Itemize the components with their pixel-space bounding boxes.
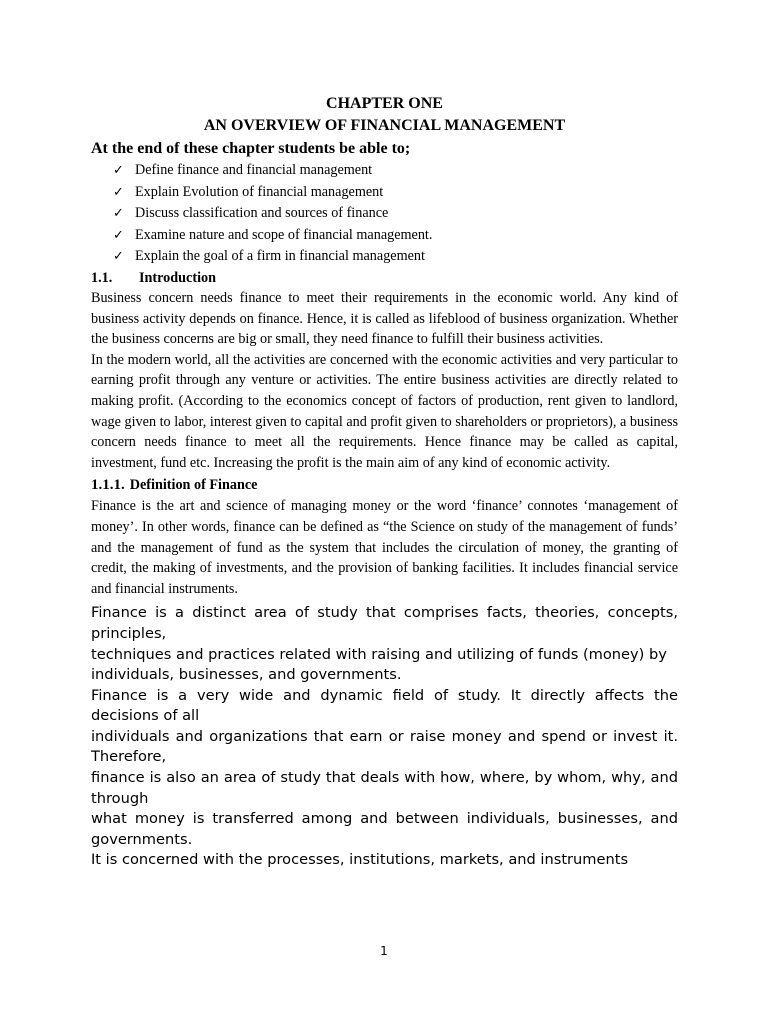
section-heading-introduction (91, 268, 678, 289)
objective-item (113, 225, 678, 247)
definition-paragraph: Finance is the art and science of managing money or the word ‘finance’ connotes ‘management of money’. In other words, finance can be defined as “the Science on study of the management of funds’ and the management of fund as the system that includes the circulation of money, the granting of credit, the making of investments, and the provision of banking facilities. It includes financial service and financial instruments. (91, 498, 678, 597)
objective-text: Explain Evolution of financial management (135, 183, 384, 200)
objective-item (113, 246, 678, 268)
description-line: Finance is a very wide and dynamic field of study. It directly affects the decisions of all (91, 686, 678, 725)
description-line: individuals, businesses, and governments. (91, 666, 402, 684)
section-title: Introduction (139, 269, 216, 286)
check-mark-icon: ✓ (113, 206, 124, 221)
subsection-title: Definition of Finance (129, 477, 258, 494)
check-mark-icon: ✓ (113, 227, 124, 243)
description-line: techniques and practices related with raising and utilizing of funds (money) by (91, 645, 667, 663)
check-mark-icon: ✓ (113, 163, 124, 178)
chapter-subtitle: AN OVERVIEW OF FINANCIAL MANAGEMENT (203, 117, 566, 134)
description-line: finance is also an area of study that deals with how, where, by whom, why, and through (91, 769, 678, 807)
description-line: It is concerned with the processes, institutions, markets, and instruments (91, 851, 629, 869)
objectives-heading: At the end of these chapter students be able to; (91, 140, 411, 157)
page-content (91, 93, 678, 871)
objective-item (113, 182, 678, 204)
objective-text: Discuss classification and sources of finance (135, 205, 389, 221)
subsection-number: 1.1.1. (91, 477, 125, 494)
intro-paragraph: Business concern needs finance to meet their requirements in the economic world. Any kind of business activity depends on finance. Hence, it is called as lifeblood of business organization. Whether the business concerns are big or small, they need finance to fulfill their business activities. (91, 290, 678, 348)
section-number: 1.1. (91, 269, 113, 286)
objective-item (113, 203, 678, 225)
objective-text: Examine nature and scope of financial management. (135, 226, 433, 243)
description-line: Finance is a distinct area of study that comprises facts, theories, concepts, principles, (91, 604, 678, 642)
description-line: what money is transferred among and between individuals, businesses, and governments. (91, 810, 678, 848)
intro-paragraph: In the modern world, all the activities are concerned with the economic activities and very particular to earning profit through any venture or activities. The entire business activities are directly related to making profit. (According to the economics concept of factors of production, rent given to landlord, wage given to labor, interest given to capital and profit given to shareholders or proprietors), a business concern needs finance to meet all the requirements. Hence finance may be called as capital, investment, fund etc. Increasing the profit is the main aim of any kind of economic activity. (91, 351, 678, 471)
check-mark-icon: ✓ (113, 249, 124, 264)
finance-description-block (91, 603, 678, 871)
chapter-title: CHAPTER ONE (326, 95, 443, 112)
description-line: individuals and organizations that earn or raise money and spend or invest it. Therefore, (91, 727, 678, 766)
objective-item (113, 160, 678, 182)
objective-text: Explain the goal of a firm in financial management (135, 248, 425, 264)
check-mark-icon: ✓ (113, 184, 124, 200)
section-heading-definition (91, 474, 678, 496)
objective-text: Define finance and financial management (135, 162, 373, 178)
objectives-list (91, 160, 678, 268)
page-number: 1 (380, 944, 388, 958)
